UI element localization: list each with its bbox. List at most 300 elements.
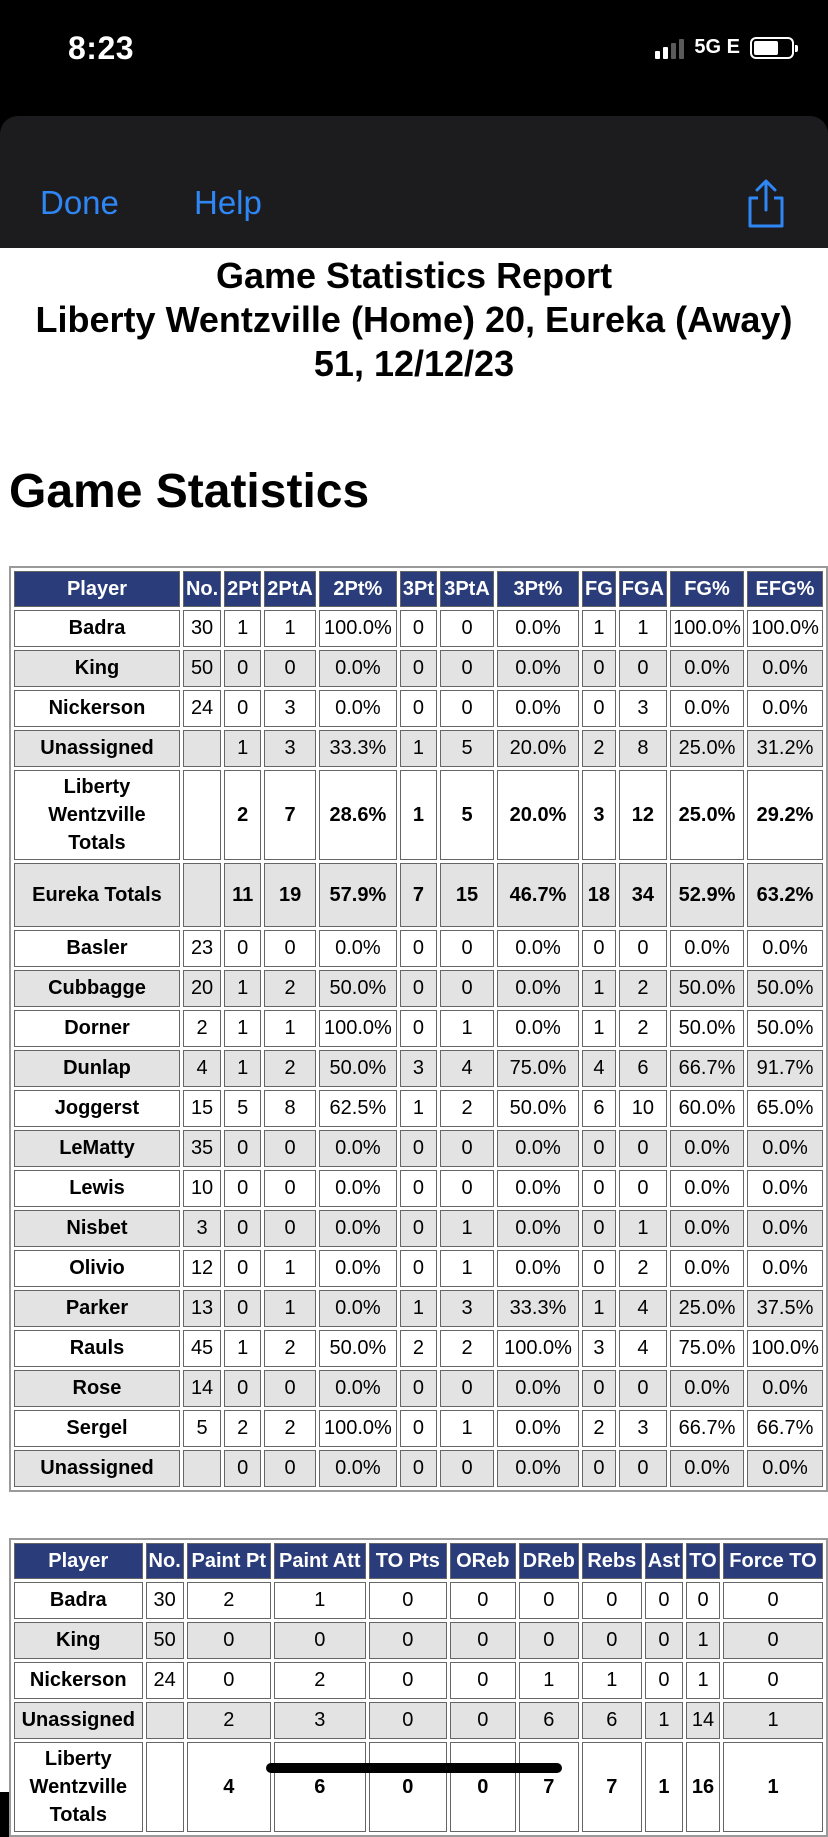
- stat-cell: 0: [264, 1130, 316, 1167]
- stat-cell: 0.0%: [319, 1450, 397, 1487]
- stat-cell: 2: [187, 1582, 271, 1619]
- stat-cell: 0: [369, 1622, 447, 1659]
- player-name-cell: Basler: [14, 930, 180, 967]
- stat-cell: 60.0%: [670, 1090, 744, 1127]
- stat-cell: 0: [582, 1170, 616, 1207]
- stat-cell: 0: [619, 1450, 667, 1487]
- stat-cell: 1: [645, 1742, 683, 1832]
- stat-cell: 0: [582, 1130, 616, 1167]
- stat-cell: [146, 1742, 184, 1832]
- stat-cell: 15: [440, 863, 494, 927]
- stat-cell: 0.0%: [497, 1370, 579, 1407]
- stat-cell: 35: [183, 1130, 221, 1167]
- stat-cell: 5: [440, 730, 494, 767]
- stat-cell: 3: [264, 690, 316, 727]
- column-header: No.: [146, 1543, 184, 1579]
- table-row: [14, 1330, 823, 1367]
- stat-cell: 0: [224, 1210, 261, 1247]
- stat-cell: 50.0%: [319, 1050, 397, 1087]
- stat-cell: 24: [183, 690, 221, 727]
- stat-cell: 0: [274, 1622, 366, 1659]
- stat-cell: [183, 863, 221, 927]
- stat-cell: 0.0%: [670, 930, 744, 967]
- player-name-cell: LeMatty: [14, 1130, 180, 1167]
- stat-cell: 0: [264, 1170, 316, 1207]
- cellular-signal-icon: [655, 37, 684, 59]
- share-icon[interactable]: [744, 178, 788, 230]
- stat-cell: 1: [440, 1410, 494, 1447]
- stat-cell: 0: [400, 610, 437, 647]
- stat-cell: 0: [645, 1662, 683, 1699]
- stat-cell: 11: [224, 863, 261, 927]
- stat-cell: 24: [146, 1662, 184, 1699]
- table-row: [14, 730, 823, 767]
- stat-cell: 2: [264, 1330, 316, 1367]
- stat-cell: 0.0%: [497, 1210, 579, 1247]
- stat-cell: 62.5%: [319, 1090, 397, 1127]
- stat-cell: 1: [264, 1290, 316, 1327]
- stat-cell: 0.0%: [747, 1450, 823, 1487]
- home-indicator[interactable]: [266, 1763, 562, 1773]
- player-name-cell: Parker: [14, 1290, 180, 1327]
- stat-cell: 30: [183, 610, 221, 647]
- stat-cell: 4: [619, 1330, 667, 1367]
- stat-cell: 0: [400, 970, 437, 1007]
- report-subtitle: Liberty Wentzville (Home) 20, Eureka (Away) 51, 12/12/23: [35, 299, 793, 384]
- stat-cell: 0.0%: [670, 650, 744, 687]
- player-name-cell: Dunlap: [14, 1050, 180, 1087]
- stat-cell: 0: [582, 930, 616, 967]
- stat-cell: 75.0%: [670, 1330, 744, 1367]
- stat-cell: 0.0%: [497, 690, 579, 727]
- stat-cell: 25.0%: [670, 1290, 744, 1327]
- stat-cell: 0: [369, 1662, 447, 1699]
- stat-cell: 0.0%: [319, 690, 397, 727]
- stat-cell: 3: [619, 1410, 667, 1447]
- network-type: 5G E: [694, 36, 740, 58]
- stat-cell: 16: [686, 1742, 720, 1832]
- column-header: OReb: [450, 1543, 516, 1579]
- player-name-cell: Cubbagge: [14, 970, 180, 1007]
- stat-cell: 2: [224, 1410, 261, 1447]
- stat-cell: 0: [723, 1622, 823, 1659]
- stat-cell: 0.0%: [497, 930, 579, 967]
- stat-cell: 4: [440, 1050, 494, 1087]
- stat-cell: 2: [264, 1410, 316, 1447]
- stat-cell: 2: [224, 770, 261, 860]
- player-name-cell: Rose: [14, 1370, 180, 1407]
- stat-cell: 2: [274, 1662, 366, 1699]
- stat-cell: 0: [400, 1410, 437, 1447]
- stat-cell: 20: [183, 970, 221, 1007]
- stat-cell: 2: [619, 1010, 667, 1047]
- stat-cell: 75.0%: [497, 1050, 579, 1087]
- stat-cell: 0: [440, 1130, 494, 1167]
- stat-cell: 4: [582, 1050, 616, 1087]
- done-button[interactable]: Done: [40, 184, 119, 221]
- stat-cell: 4: [619, 1290, 667, 1327]
- stat-cell: 0.0%: [747, 930, 823, 967]
- player-name-cell: Rauls: [14, 1330, 180, 1367]
- stat-cell: 8: [619, 730, 667, 767]
- stat-cell: 28.6%: [319, 770, 397, 860]
- stat-cell: 0.0%: [670, 1170, 744, 1207]
- column-header: Ast: [645, 1543, 683, 1579]
- stat-cell: 5: [440, 770, 494, 860]
- column-header: Force TO: [723, 1543, 823, 1579]
- stat-cell: 0.0%: [497, 1010, 579, 1047]
- column-header: Paint Pt: [187, 1543, 271, 1579]
- stat-cell: 0: [519, 1622, 579, 1659]
- stat-cell: 0.0%: [747, 1250, 823, 1287]
- stat-cell: 0: [264, 1210, 316, 1247]
- stat-cell: 65.0%: [747, 1090, 823, 1127]
- stat-cell: 66.7%: [670, 1050, 744, 1087]
- stat-cell: 23: [183, 930, 221, 967]
- stat-cell: 1: [440, 1250, 494, 1287]
- stat-cell: 0: [224, 690, 261, 727]
- player-name-cell: Badra: [14, 1582, 143, 1619]
- stat-cell: [146, 1702, 184, 1739]
- stat-cell: 0: [369, 1582, 447, 1619]
- stat-cell: 50: [146, 1622, 184, 1659]
- stat-cell: 2: [400, 1330, 437, 1367]
- status-bar: [0, 0, 828, 112]
- column-header: 2PtA: [264, 571, 316, 607]
- stat-cell: 0: [264, 1450, 316, 1487]
- stat-cell: 2: [440, 1090, 494, 1127]
- table-row: [14, 650, 823, 687]
- stat-cell: 13: [183, 1290, 221, 1327]
- stat-cell: 7: [264, 770, 316, 860]
- column-header: 3Pt%: [497, 571, 579, 607]
- stat-cell: 1: [582, 1010, 616, 1047]
- stat-cell: 14: [183, 1370, 221, 1407]
- column-header: FG%: [670, 571, 744, 607]
- stat-cell: 0.0%: [670, 1210, 744, 1247]
- stat-cell: 1: [645, 1702, 683, 1739]
- help-button[interactable]: Help: [194, 184, 262, 221]
- stat-cell: 0: [187, 1662, 271, 1699]
- table-row: [14, 1210, 823, 1247]
- stat-cell: 66.7%: [670, 1410, 744, 1447]
- stat-cell: 46.7%: [497, 863, 579, 927]
- stat-cell: 52.9%: [670, 863, 744, 927]
- stat-cell: 0.0%: [319, 1290, 397, 1327]
- stat-cell: 100.0%: [747, 610, 823, 647]
- table-row: [14, 1170, 823, 1207]
- column-header: Player: [14, 571, 180, 607]
- player-name-cell: Eureka Totals: [14, 863, 180, 927]
- stat-cell: 0: [686, 1582, 720, 1619]
- stat-cell: 100.0%: [747, 1330, 823, 1367]
- stat-cell: 0: [440, 970, 494, 1007]
- player-name-cell: Liberty Wentzville Totals: [14, 770, 180, 860]
- table-row: [14, 1290, 823, 1327]
- stat-cell: 12: [183, 1250, 221, 1287]
- stat-cell: 1: [224, 1010, 261, 1047]
- stat-cell: 10: [183, 1170, 221, 1207]
- stat-cell: 1: [264, 610, 316, 647]
- stat-cell: 0.0%: [497, 610, 579, 647]
- stat-cell: 2: [582, 1410, 616, 1447]
- stat-cell: 100.0%: [319, 1010, 397, 1047]
- battery-icon: [750, 37, 794, 59]
- stat-cell: 0: [400, 1010, 437, 1047]
- column-header: FGA: [619, 571, 667, 607]
- report-content: [0, 248, 828, 1826]
- stat-cell: 0: [224, 1250, 261, 1287]
- stat-cell: 0.0%: [670, 1130, 744, 1167]
- stat-cell: 15: [183, 1090, 221, 1127]
- column-header: TO: [686, 1543, 720, 1579]
- column-header: 3Pt: [400, 571, 437, 607]
- stat-cell: 0: [582, 1622, 642, 1659]
- stat-cell: 7: [582, 1742, 642, 1832]
- stat-cell: 0: [440, 1370, 494, 1407]
- stat-cell: 0: [400, 930, 437, 967]
- table-header-row: [14, 571, 823, 607]
- stat-cell: 0: [224, 1130, 261, 1167]
- stat-cell: 5: [224, 1090, 261, 1127]
- stat-cell: 0: [224, 930, 261, 967]
- stat-cell: 7: [519, 1742, 579, 1832]
- stat-cell: 0: [582, 1370, 616, 1407]
- column-header: 3PtA: [440, 571, 494, 607]
- stat-cell: 0: [400, 1130, 437, 1167]
- stat-cell: 2: [264, 1050, 316, 1087]
- stat-cell: 4: [187, 1742, 271, 1832]
- stat-cell: 0: [582, 1210, 616, 1247]
- stat-cell: 63.2%: [747, 863, 823, 927]
- stat-cell: 91.7%: [747, 1050, 823, 1087]
- stat-cell: 0.0%: [497, 650, 579, 687]
- stat-cell: 0: [400, 1250, 437, 1287]
- stat-cell: 0: [369, 1742, 447, 1832]
- column-header: EFG%: [747, 571, 823, 607]
- stat-cell: 1: [723, 1742, 823, 1832]
- stat-cell: 66.7%: [747, 1410, 823, 1447]
- stat-cell: 12: [619, 770, 667, 860]
- stat-cell: 50: [183, 650, 221, 687]
- stat-cell: 0: [723, 1582, 823, 1619]
- stat-cell: 31.2%: [747, 730, 823, 767]
- stat-cell: 2: [264, 970, 316, 1007]
- stat-cell: 0.0%: [747, 650, 823, 687]
- stat-cell: 0: [440, 1170, 494, 1207]
- stat-cell: 1: [440, 1210, 494, 1247]
- stat-cell: 0: [400, 1210, 437, 1247]
- stat-cell: 2: [183, 1010, 221, 1047]
- stat-cell: 0: [224, 1290, 261, 1327]
- stat-cell: 1: [224, 1050, 261, 1087]
- stat-cell: 0: [224, 1370, 261, 1407]
- stat-cell: 0: [645, 1622, 683, 1659]
- report-title: Game Statistics Report: [215, 255, 613, 296]
- column-header: DReb: [519, 1543, 579, 1579]
- stat-cell: 1: [519, 1662, 579, 1699]
- stat-cell: 0: [400, 690, 437, 727]
- stat-cell: 20.0%: [497, 730, 579, 767]
- stat-cell: 0: [619, 1130, 667, 1167]
- player-name-cell: Joggerst: [14, 1090, 180, 1127]
- stat-cell: 0.0%: [497, 1250, 579, 1287]
- stat-cell: 50.0%: [319, 1330, 397, 1367]
- stat-cell: 2: [619, 970, 667, 1007]
- stat-cell: 33.3%: [319, 730, 397, 767]
- stat-cell: 0.0%: [319, 1370, 397, 1407]
- stat-cell: 1: [264, 1250, 316, 1287]
- stat-cell: 5: [183, 1410, 221, 1447]
- stat-cell: 3: [264, 730, 316, 767]
- stat-cell: 0: [723, 1662, 823, 1699]
- stat-cell: 0: [400, 1170, 437, 1207]
- column-header: 2Pt: [224, 571, 261, 607]
- stat-cell: 1: [686, 1622, 720, 1659]
- stat-cell: 3: [582, 1330, 616, 1367]
- stat-cell: 0: [440, 930, 494, 967]
- stat-cell: 0.0%: [670, 690, 744, 727]
- status-indicators: [655, 36, 794, 59]
- stat-cell: 6: [582, 1090, 616, 1127]
- stat-cell: 0: [450, 1622, 516, 1659]
- stat-cell: 0: [619, 1370, 667, 1407]
- stat-cell: 1: [224, 970, 261, 1007]
- stat-cell: 2: [619, 1250, 667, 1287]
- stat-cell: 0: [440, 690, 494, 727]
- stat-cell: 50.0%: [747, 1010, 823, 1047]
- stat-cell: 1: [400, 1290, 437, 1327]
- stat-cell: 0: [369, 1702, 447, 1739]
- stat-cell: 1: [723, 1702, 823, 1739]
- stat-cell: 30: [146, 1582, 184, 1619]
- stat-cell: 0.0%: [497, 1130, 579, 1167]
- stat-cell: 0: [582, 1250, 616, 1287]
- table-row: [14, 863, 823, 927]
- table-row: [14, 1450, 823, 1487]
- stat-cell: 1: [582, 1290, 616, 1327]
- stat-cell: 19: [264, 863, 316, 927]
- stat-cell: 1: [582, 970, 616, 1007]
- stat-cell: 3: [582, 770, 616, 860]
- table-row: [14, 1010, 823, 1047]
- stat-cell: 0: [619, 650, 667, 687]
- player-name-cell: Unassigned: [14, 1450, 180, 1487]
- table-row: [14, 1622, 823, 1659]
- stat-cell: 0: [264, 930, 316, 967]
- table-row: [14, 1702, 823, 1739]
- stat-cell: 2: [187, 1702, 271, 1739]
- player-name-cell: Nisbet: [14, 1210, 180, 1247]
- stat-cell: 0: [400, 650, 437, 687]
- stat-cell: 0: [450, 1582, 516, 1619]
- player-name-cell: Badra: [14, 610, 180, 647]
- stat-cell: 0.0%: [747, 1130, 823, 1167]
- stat-cell: 57.9%: [319, 863, 397, 927]
- stat-cell: 1: [400, 1090, 437, 1127]
- column-header: Rebs: [582, 1543, 642, 1579]
- stat-cell: 3: [183, 1210, 221, 1247]
- stat-cell: 0.0%: [670, 1450, 744, 1487]
- stat-cell: 0: [582, 1582, 642, 1619]
- stat-cell: 0: [400, 1370, 437, 1407]
- stat-cell: 0: [440, 610, 494, 647]
- stat-cell: 2: [582, 730, 616, 767]
- player-name-cell: Olivio: [14, 1250, 180, 1287]
- stat-cell: 18: [582, 863, 616, 927]
- player-name-cell: Nickerson: [14, 1662, 143, 1699]
- stat-cell: 33.3%: [497, 1290, 579, 1327]
- stat-cell: 0: [187, 1622, 271, 1659]
- stat-cell: 1: [224, 730, 261, 767]
- stat-cell: 0: [582, 1450, 616, 1487]
- stat-cell: 6: [274, 1742, 366, 1832]
- table-row: [14, 1410, 823, 1447]
- stat-cell: 50.0%: [497, 1090, 579, 1127]
- stat-cell: 8: [264, 1090, 316, 1127]
- stat-cell: 1: [619, 1210, 667, 1247]
- table-header-row: [14, 1543, 823, 1579]
- stat-cell: 14: [686, 1702, 720, 1739]
- stat-cell: [183, 730, 221, 767]
- stat-cell: 7: [400, 863, 437, 927]
- stat-cell: 0: [450, 1702, 516, 1739]
- stat-cell: 37.5%: [747, 1290, 823, 1327]
- shooting-stats-table: [9, 566, 828, 1492]
- stat-cell: 100.0%: [319, 1410, 397, 1447]
- stat-cell: 0.0%: [747, 1210, 823, 1247]
- stat-cell: 0.0%: [497, 970, 579, 1007]
- column-header: TO Pts: [369, 1543, 447, 1579]
- stat-cell: 6: [582, 1702, 642, 1739]
- stat-cell: 100.0%: [319, 610, 397, 647]
- stat-cell: 0.0%: [747, 690, 823, 727]
- table-row: [14, 1370, 823, 1407]
- stat-cell: 1: [400, 730, 437, 767]
- stat-cell: 0: [400, 1450, 437, 1487]
- stat-cell: 50.0%: [670, 970, 744, 1007]
- player-name-cell: Unassigned: [14, 1702, 143, 1739]
- column-header: Player: [14, 1543, 143, 1579]
- stat-cell: 4: [183, 1050, 221, 1087]
- player-name-cell: Dorner: [14, 1010, 180, 1047]
- stat-cell: 0: [645, 1582, 683, 1619]
- stat-cell: 0: [519, 1582, 579, 1619]
- stat-cell: 45: [183, 1330, 221, 1367]
- stat-cell: 2: [440, 1330, 494, 1367]
- stat-cell: 0: [450, 1662, 516, 1699]
- table-row: [14, 930, 823, 967]
- stat-cell: 25.0%: [670, 730, 744, 767]
- column-header: Paint Att: [274, 1543, 366, 1579]
- column-header: FG: [582, 571, 616, 607]
- stat-cell: 1: [582, 1662, 642, 1699]
- player-name-cell: Lewis: [14, 1170, 180, 1207]
- stat-cell: 1: [224, 1330, 261, 1367]
- table-row: [14, 1742, 823, 1832]
- table-row: [14, 1662, 823, 1699]
- stat-cell: 0: [619, 1170, 667, 1207]
- stat-cell: 0.0%: [319, 930, 397, 967]
- player-name-cell: Unassigned: [14, 730, 180, 767]
- status-time: 8:23: [68, 30, 135, 66]
- stat-cell: 0: [450, 1742, 516, 1832]
- table-row: [14, 1250, 823, 1287]
- stat-cell: 0.0%: [670, 1370, 744, 1407]
- table-row: [14, 770, 823, 860]
- stat-cell: 0.0%: [747, 1370, 823, 1407]
- table-row: [14, 610, 823, 647]
